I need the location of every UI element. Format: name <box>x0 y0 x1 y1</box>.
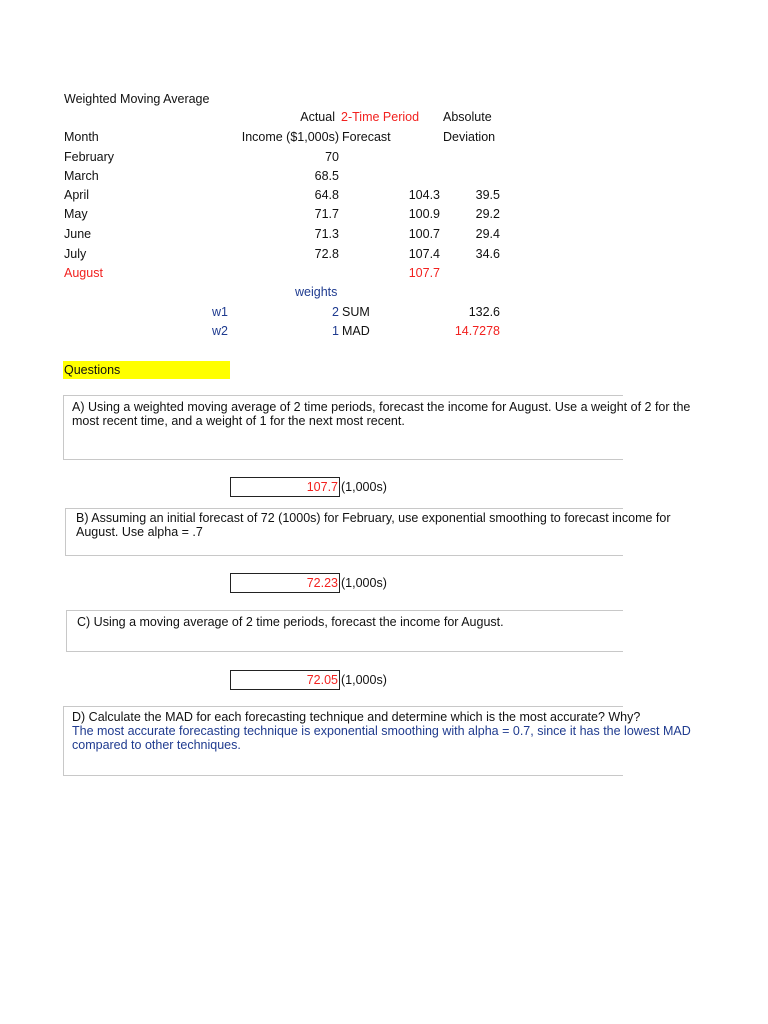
w1-value: 2 <box>332 305 339 319</box>
actual-cell: 72.8 <box>314 247 339 261</box>
header-deviation: Deviation <box>443 130 496 144</box>
actual-cell: 68.5 <box>314 169 339 183</box>
month-cell: August <box>64 266 103 280</box>
deviation-cell: 29.4 <box>475 227 500 241</box>
header-actual: Actual <box>300 110 335 124</box>
sheet-title: Weighted Moving Average <box>64 92 210 106</box>
header-income: Income ($1,000s) <box>241 130 339 144</box>
questions-label: Questions <box>63 361 230 379</box>
month-cell: April <box>64 188 90 202</box>
w2-value: 1 <box>332 324 339 338</box>
month-cell: July <box>64 247 87 261</box>
w2-label: w2 <box>212 324 228 338</box>
header-forecast: Forecast <box>342 130 391 144</box>
weights-label: weights <box>295 285 338 299</box>
question-a-line: most recent time, and a weight of 1 for the next most recent. <box>72 414 405 428</box>
sum-value: 132.6 <box>468 305 500 319</box>
question-b-line: August. Use alpha = .7 <box>76 525 203 539</box>
question-d-box <box>63 706 691 776</box>
forecast-cell: 104.3 <box>408 188 440 202</box>
forecast-cell: 107.4 <box>408 247 440 261</box>
deviation-cell: 29.2 <box>475 207 500 221</box>
month-cell: February <box>64 150 115 164</box>
month-cell: June <box>64 227 92 241</box>
question-c-line: C) Using a moving average of 2 time periods, forecast the income for August. <box>77 615 504 629</box>
header-month: Month <box>64 130 99 144</box>
forecast-cell: 107.7 <box>408 266 440 280</box>
actual-cell: 70 <box>325 150 339 164</box>
mad-value: 14.7278 <box>454 324 500 338</box>
answer-c-unit: (1,000s) <box>341 673 387 687</box>
deviation-cell: 34.6 <box>475 247 500 261</box>
w1-label: w1 <box>212 305 228 319</box>
header-period: 2-Time Period <box>341 110 420 124</box>
question-c-box <box>66 610 623 652</box>
answer-a-unit: (1,000s) <box>341 480 387 494</box>
question-d-answer-line[interactable]: compared to other techniques. <box>72 738 241 752</box>
answer-b-unit: (1,000s) <box>341 576 387 590</box>
deviation-cell: 39.5 <box>475 188 500 202</box>
forecast-cell: 100.7 <box>408 227 440 241</box>
question-a-line: A) Using a weighted moving average of 2 time periods, forecast the income for August. Use a weight of 2 for the <box>72 400 691 414</box>
sum-label: SUM <box>342 305 370 319</box>
answer-c-cell[interactable]: 72.05 <box>230 670 340 690</box>
month-cell: March <box>64 169 99 183</box>
question-d-answer-line[interactable]: The most accurate forecasting technique is exponential smoothing with alpha = 0.7, since it has the lowest MAD <box>72 724 691 738</box>
answer-b-cell[interactable]: 72.23 <box>230 573 340 593</box>
forecast-cell: 100.9 <box>408 207 440 221</box>
actual-cell: 71.3 <box>314 227 339 241</box>
question-a-box <box>63 395 691 460</box>
header-absolute: Absolute <box>443 110 492 124</box>
answer-a-cell[interactable]: 107.7 <box>230 477 340 497</box>
question-b-box <box>65 508 671 556</box>
mad-label: MAD <box>342 324 370 338</box>
actual-cell: 64.8 <box>314 188 339 202</box>
question-b-line: B) Assuming an initial forecast of 72 (1000s) for February, use exponential smoothing to forecast income for <box>76 511 671 525</box>
question-d-line: D) Calculate the MAD for each forecasting technique and determine which is the most accurate? Why? <box>72 710 641 724</box>
actual-cell: 71.7 <box>314 207 339 221</box>
month-cell: May <box>64 207 88 221</box>
